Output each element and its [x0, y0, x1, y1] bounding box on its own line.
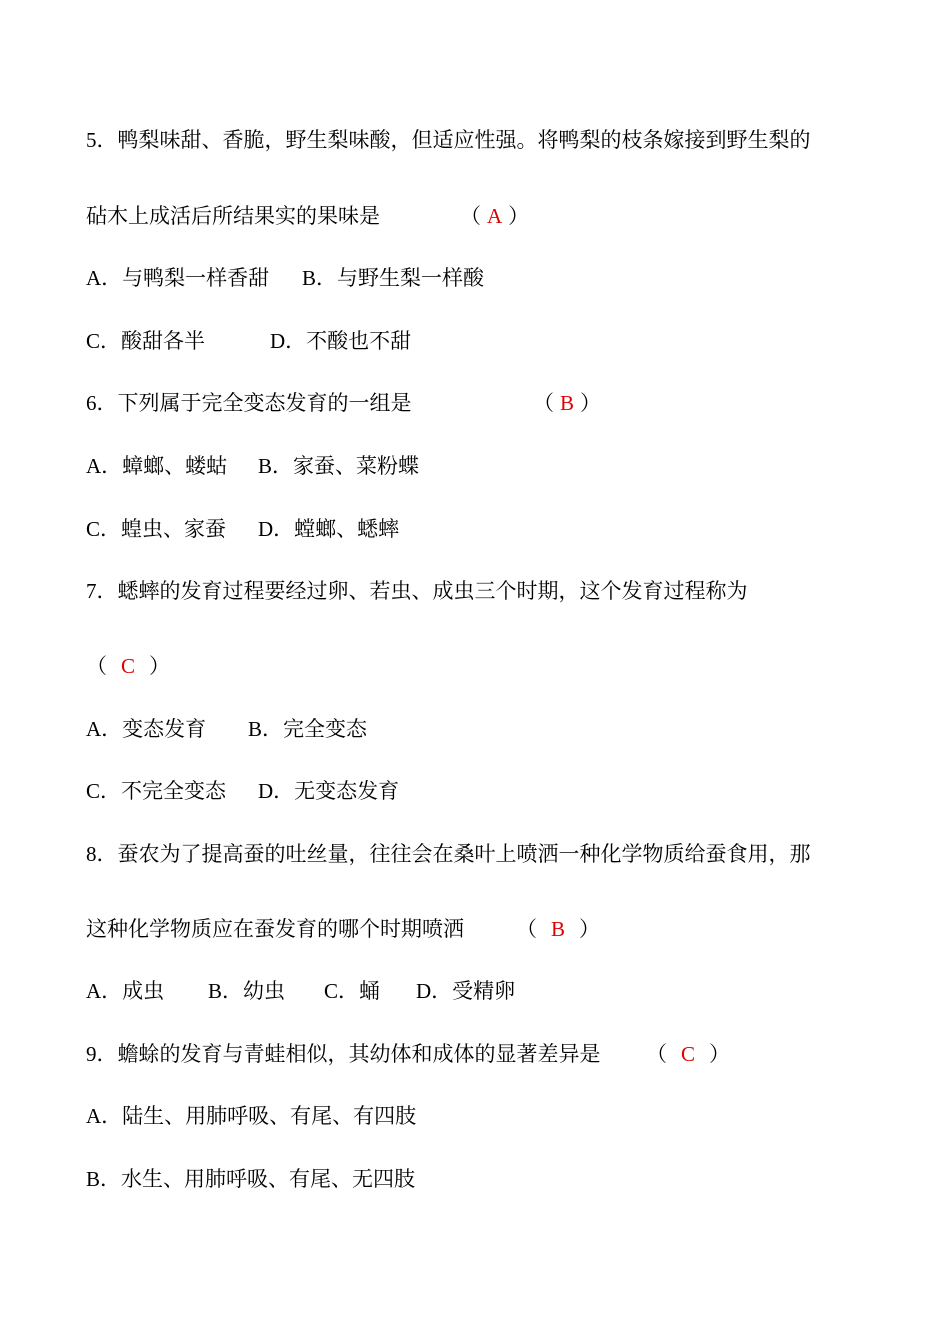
q9-answer: C [681, 1042, 696, 1066]
q7-stem-text: 蟋蟀的发育过程要经过卵、若虫、成虫三个时期，这个发育过程称为 [117, 579, 748, 603]
q9-stem-text: 蟾蜍的发育与青蛙相似，其幼体和成体的显著差异是 [117, 1042, 601, 1066]
q8-option-c: C．蛹 [324, 979, 381, 1003]
q5-options-row1 [86, 264, 485, 292]
q5-stem-line1 [86, 126, 811, 154]
q5-option-a: A．与鸭梨一样香甜 [86, 266, 270, 290]
q5-answer: A [487, 204, 503, 228]
q8-option-b: B．幼虫 [208, 979, 286, 1003]
q6-answer: B [560, 391, 575, 415]
q8-option-a: A．成虫 [86, 979, 165, 1003]
q8-number: 8． [86, 842, 118, 866]
q5-option-d: D．不酸也不甜 [270, 329, 412, 353]
q7-answer-bracket: （ C ） [86, 654, 171, 678]
q7-option-a: A．变态发育 [86, 717, 207, 741]
q6-options-row1 [86, 452, 420, 480]
q5-stem-line2 [86, 202, 380, 230]
q8-stem-line2 [86, 915, 464, 943]
q7-number: 7． [86, 579, 118, 603]
q9-number: 9． [86, 1042, 118, 1066]
q5-number: 5． [86, 128, 118, 152]
q9-answer-bracket: （ C ） [646, 1042, 731, 1066]
q5-options-row2 [86, 327, 412, 355]
q9-stem-line [86, 1040, 601, 1068]
q6-stem-line [86, 389, 412, 417]
q6-stem-text: 下列属于完全变态发育的一组是 [117, 391, 412, 415]
q6-option-a: A．蟑螂、蝼蛄 [86, 454, 228, 478]
q9-option-a: A．陆生、用肺呼吸、有尾、有四肢 [86, 1104, 417, 1128]
q8-stem-line1 [86, 840, 811, 868]
q8-option-d: D．受精卵 [416, 979, 516, 1003]
q8-stem-text-1: 蚕农为了提高蚕的吐丝量，往往会在桑叶上喷洒一种化学物质给蚕食用，那 [117, 842, 811, 866]
q5-answer-bracket: （ A ） [460, 204, 530, 228]
q7-option-c: C．不完全变态 [86, 779, 227, 803]
q5-option-b: B．与野生梨一样酸 [302, 266, 485, 290]
q7-option-b: B．完全变态 [248, 717, 368, 741]
q6-option-b: B．家蚕、菜粉蝶 [258, 454, 420, 478]
q8-answer: B [551, 917, 566, 941]
q8-stem-text-2: 这种化学物质应在蚕发育的哪个时期喷洒 [86, 917, 464, 941]
q6-option-d: D．螳螂、蟋蟀 [258, 517, 400, 541]
q6-answer-bracket: （ B ） [533, 391, 602, 415]
q7-answer: C [121, 654, 136, 678]
q5-option-c: C．酸甜各半 [86, 329, 206, 353]
q7-options-row1 [86, 715, 368, 743]
q9-option-b: B．水生、用肺呼吸、有尾、无四肢 [86, 1167, 416, 1191]
q7-stem-line1 [86, 577, 748, 605]
q8-answer-bracket: （ B ） [516, 917, 601, 941]
q6-options-row2 [86, 515, 400, 543]
q5-stem-text-2: 砧木上成活后所结果实的果味是 [86, 204, 380, 228]
q6-number: 6． [86, 391, 118, 415]
q5-stem-text-1: 鸭梨味甜、香脆，野生梨味酸，但适应性强。将鸭梨的枝条嫁接到野生梨的 [117, 128, 811, 152]
q8-options-row [86, 977, 516, 1005]
q6-option-c: C．蝗虫、家蚕 [86, 517, 227, 541]
q7-option-d: D．无变态发育 [258, 779, 400, 803]
q7-options-row2 [86, 777, 400, 805]
